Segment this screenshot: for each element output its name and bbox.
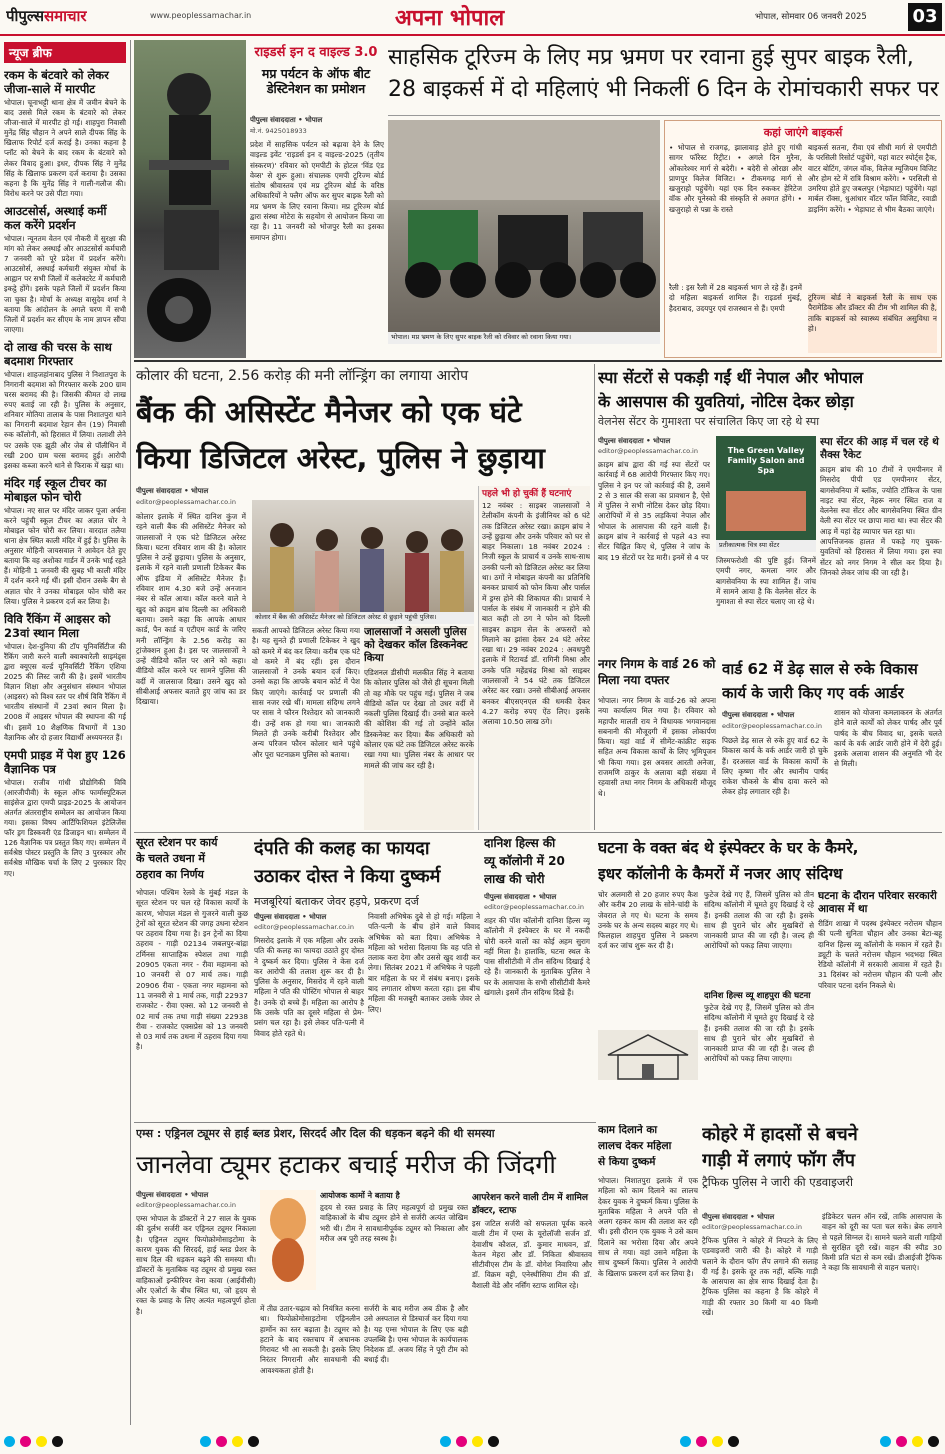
registration-mark-icon <box>928 1436 939 1447</box>
brief-text: भोपाल। न्यूनतम वेतन एवं नौकरी में सुरक्षा की मांग को लेकर अस्थाई और आउटसोर्स कर्मचारी 7 जनवरी को पूरे प्रदेश में प्रदर्शन करेंगे। आउटसोर्स, अस्थाई कर्मचारी संयुक्त मोर्चा के आह्वान पर सभी जिलों में कलेक्टरेट में कर्मचारी इकट्ठे होंगे। इसके पहले जिलों में प्रदर्शन किया जा चुका है। मोर्चा के अध्यक्ष वासुदेव शर्मा ने बताया कि आंदोलन के अगले चरण में सभी जिलों में प्रदर्शन कर सीएम के नाम ज्ञापन सौंपा जाएगा। <box>4 233 126 334</box>
registration-mark-icon <box>216 1436 227 1447</box>
bank-text-col2: सकती आपको डिजिटल अरेस्ट किया गया है। यह सुनते ही प्रणाली टिकेकर ने खुद को कमरे में बंद कर लिया। करीब एक घंटे वो कमरे में बंद रहीं। इस दौरान जालसाजों ने उनके बयान दर्ज किए। उनसे कहा कि आपके बयान कोर्ट में पेश किए जाएंगे। कार्रवाई पर प्रणाली की सास नजर रखे थीं। मामला संदिग्ध लगने पर सास ने फौरन रिश्तेदार को जानकारी दी। उन्हें शक हो गया था। जानकारी मिलते ही उनके करीबी रिश्तेदार और अन्य परिजन फौरन कोलार थाने पहुंचे और पूरा घटनाक्रम पुलिस को बताया। <box>252 626 360 759</box>
couple-text-col2: निवासी अभिषेक दुबे से हो गई। महिला ने पति-पत्नी के बीच होने वाले विवाद अभिषेक को बता दिया। अभिषेक ने महिला को भरोसा दिलाया कि वह पति से तलाक करा देगा और उससे खुद शादी कर लेगा। सितंबर 2021 में अभिषेक ने पहली बार महिला के घर में संबंध बनाए। इसके बाद लगातार शोषण करता रहा। इस बीच महिला की मजबूरी बताकर उसके जेवर ले लिए। <box>368 912 480 1014</box>
hills-byline: पीपुल्स संवाददाता • भोपाल <box>484 893 557 901</box>
previous-incidents-text: 12 नवंबर : साइबर जालसाजों ने टेलीकॉम कंपनी के इंजीनियर को 6 घंटे तक डिजिटल अरेस्ट रखा। क्राइम ब्रांच ने उन्हें छुड़ाया और उनके परिवार को घर से बाहर निकाला। 18 नवंबर 2024 : निजी स्कूल के प्राचार्य व उनके साथ-साथ उनकी पत्नी को डिजिटल अरेस्ट कर लिया था। ठगों ने मोबाइल कंपनी का प्रतिनिधि बनकर प्राचार्य को फोन किया और पार्सल में ड्रग्स होने की शिकायत की। प्राचार्य ने पार्सल के संबंध में जानकारी न होने की बात कही तो ठग ने फोन को दिल्ली साइबर क्राइम सेल के अफसरों को मिलाने का झांसा देकर 24 घंटे अरेस्ट रखा था। 29 नवंबर 2024 : अवधपुरी इलाके में रिटायर्ड डॉ. रागिनी मिश्रा और उनके पति महेंद्रचंद्र मिश्रा को साइबर जालसाजों ने 54 घंटे तक डिजिटल अरेस्ट कर रखा। उनसे सीबीआई अफसर बनकर बीएसएनएल की धमकी देकर 4.27 करोड़ रुपए ऐंठ लिए। इसके अलावा 10.50 लाख ठगे। <box>482 501 590 727</box>
surat-text: भोपाल। पश्चिम रेलवे के मुंबई मंडल के सूरत स्टेशन पर चल रहे विकास कार्यों के कारण, भोपाल मंडल से गुजरने वाली कुछ ट्रेनों को सूरत स्टेशन की जगह उधना स्टेशन पर ठहराव दिया गया है। इन ट्रेनों का दिया ठहराव - गाड़ी 02134 जबलपुर-बांद्रा टर्मिनस साप्ताहिक स्पेशल तथा गाड़ी 20905 एकता नगर - रीवा महामना को 10 जनवरी से 07 मार्च तक। गाड़ी 20906 रीवा - एकता नगर महामना को 11 जनवरी से 1 मार्च तक, गाड़ी 22937 राजकोट - रीवा एक्स. को 12 जनवरी से 02 मार्च तक तथा गाड़ी संख्या 22938 रीवा - राजकोट एक्सप्रेस को 13 जनवरी से 03 मार्च तक उधना में ठहराव दिया गया है। <box>136 888 248 1052</box>
section-divider <box>134 360 942 362</box>
page-number: 03 <box>908 3 942 31</box>
registration-mark-icon <box>52 1436 63 1447</box>
ward62-byline: पीपुल्स संवाददाता • भोपाल <box>722 711 795 719</box>
surat-headline-3: ठहराव का निर्णय <box>136 868 204 881</box>
riders-headline-2: 28 बाइकर्स में दो महिलाएं भी निकलीं 6 दिन के रोमांचकारी सफर पर <box>388 77 939 102</box>
police-group-illustration <box>252 500 474 612</box>
brief-text: भोपाल। चूनाभट्टी थाना क्षेत्र में जमीन बेचने के बाद उससे मिले रकम के बंटवारे को लेकर जीजा-साले में मारपीट हो गई। शाहपुरा निवासी मुनेंद्र सिंह चौहान ने अपने साले दीपक सिंह के खिलाफ रिपोर्ट दर्ज कराई है। उनका कहना है प्लॉट को बेचने के बाद रकम के बंटवारे को लेकर विवाद हुआ। इधर, दीपक सिंह ने मुनेंद्र सिंह के खिलाफ प्रकरण दर्ज कराया है। उसका कहना है कि मुनेंद्र सिंह ने गाली-गलौज की। विरोध करने पर उसे पीटा गया। <box>4 98 126 198</box>
registration-mark-icon <box>20 1436 31 1447</box>
fog-email[interactable]: editor@peoplessamachar.co.in <box>702 1223 802 1231</box>
tumor-kicker: एम्स : एड्रिनल ट्यूमर से हाई ब्लड प्रेशर, सिरदर्द और दिल की धड़कन बढ़ने की थी समस्या <box>136 1127 495 1140</box>
tumor-byline: पीपुल्स संवाददाता • भोपाल <box>136 1191 209 1199</box>
surat-headline-2: के चलते उधना में <box>136 852 205 865</box>
brand-right: समाचार <box>44 7 87 25</box>
cctv-subsection <box>704 990 814 1118</box>
registration-mark-icon <box>712 1436 723 1447</box>
brief-item <box>4 204 126 335</box>
fog-byline: पीपुल्स संवाददाता • भोपाल <box>702 1213 775 1221</box>
tumor-text-col3: में तीव्र उतार-चढ़ाव को नियंत्रित करना था। फियोक्रोमोसाइटोमा एड्रिनलीन हार्मोन का स्तर बढ़ाता है। ट्यूमर को हटाने के बाद रक्तचाप में अचानक गिरावट भी आ सकती है। इसके लिए निरंतर निगरानी और सावधानी की आवश्यकता होती है। <box>260 1304 360 1375</box>
biker-illustration <box>134 40 246 358</box>
surat-headline: सूरत स्टेशन पर कार्य <box>136 836 218 849</box>
bikers-route-part-b: बाइकर्स सतना, रीवा एवं सीधी मार्ग से एमपीटी के परसिली रिसोर्ट पहुंचेंगे, यहां वाटर स्पोर्ट्स ट्रैक, वाटर बोटिंग, जंगल वॉक, विलेज म्यूजियम विजिट और होम स्टे में रात्रि विश्राम करेंगे। • परसिली से उमरिया होते हुए जबलपुर (भेड़ाघाट) पहुंचेंगे। यहां मार्बल रॉक्स, धुआंधार वॉटर फॉल विजिट, रवाडी डाइनिंग करेंगे। • भेड़ाघाट से भीम बैठका जाएंगे। <box>807 143 937 214</box>
bank-email[interactable]: editor@peoplessamachar.co.in <box>136 498 236 506</box>
bank-byline: पीपुल्स संवाददाता • भोपाल <box>136 487 209 495</box>
registration-mark-icon <box>232 1436 243 1447</box>
hills-headline-3: लाख की चोरी <box>484 872 545 886</box>
ward26-headline: नगर निगम के वार्ड 26 को मिला नया दफ्तर <box>598 657 716 687</box>
cctv-sub-title: दानिश हिल्स व्यू शाहपुरा की घटना <box>704 991 811 1001</box>
bike-rally-photo <box>388 120 660 332</box>
riders-byline: पीपुल्स संवाददाता • भोपाल <box>250 116 323 124</box>
masthead <box>0 0 945 36</box>
tumor-team-text: इस जटिल सर्जरी को सफलता पूर्वक करने वाली टीम में एम्स के यूरोलॉजी सर्जन डॉ. देवाशीष कौशल, डॉ. कुमार माधवन, डॉ. केतन मेहरा और डॉ. निकिता श्रीवास्तव सीटीवीएस टीम के डॉ. योगेश निवारिया और डॉ. विक्रम वट्टी, एनेस्थीसिया टीम की डॉ. वैशाली वेंडे और नर्सिंग स्टाफ शामिल रहे। <box>472 1219 592 1290</box>
registration-mark-icon <box>896 1436 907 1447</box>
previous-incidents-box <box>478 486 590 830</box>
tumor-mid-box <box>320 1190 468 1300</box>
registration-mark-icon <box>680 1436 691 1447</box>
registration-mark-icon <box>488 1436 499 1447</box>
bank-police-photo <box>252 500 474 612</box>
bike-rally-illustration <box>388 120 660 332</box>
brief-text: भोपाल। राजीव गांधी प्रौद्योगिकी विवि (आरजीपीवी) के स्कूल ऑफ फार्मास्यूटिकल साइंसेज द्वारा एमपी प्राइड-2025 के आयोजन अंतर्गत अंतरराष्ट्रीय सम्मेलन का आयोजन किया गया। इसका विषय आर्टिफिशियल इंटेलिजेंस फॉर ड्रग डिस्कवरी एंड डिजाइन था। सम्मेलन में 126 वैज्ञानिक पत्र प्रस्तुत किए गए। सम्मेलन में सर्वश्रेष्ठ पोस्टर प्रस्तुति के लिए 3 पुरस्कार और सर्वश्रेष्ठ मौखिक चर्चा के लिए 2 पुरस्कार दिए गए। <box>4 777 126 878</box>
biker-photo <box>134 40 246 358</box>
riders-text: प्रदेश में साहसिक पर्यटन को बढ़ावा देने के लिए वाइल्ड इवेंट 'राइडर्स इन द वाइल्ड-2025 (तृतीय संस्करण)' रविवार को एमपीटी के होटल 'विंड एंड वेव्स' से शुरू हुआ। संचालक एमपी टूरिज्म बोर्ड संतोष श्रीवास्तव एवं मप्र टूरिज्म बोर्ड के वरिष्ठ अधिकारियों ने फ्लैग ऑफ कर सुपर बाइक रैली को मप्र भ्रमण के लिए रवाना किया। मप्र टूरिज्म बोर्ड द्वारा संस्था मोटेरा के सहयोग से आयोजन किया जा रहा है। 11 जनवरी को भोजपुर रैली का इसका समापन होगा। <box>250 140 384 242</box>
brief-headline: आउटसोर्स, अस्थाई कर्मी कल करेंगे प्रदर्शन <box>4 203 107 232</box>
hills-headline: दानिश हिल्स की <box>484 836 556 850</box>
brief-item <box>4 476 126 607</box>
registration-mark-icon <box>728 1436 739 1447</box>
brief-item <box>4 340 126 471</box>
house-drawing <box>598 1030 698 1080</box>
brief-text: भोपाल। नए साल पर मंदिर जाकर पूजा अर्चना करने पहुंची स्कूल टीचर का अज्ञात चोर ने मोबाइल फोन चोरी कर लिया। वारदात तलैया थाना क्षेत्र स्थित काली मंदिर में हुई है। पुलिस के अनुसार मोहिनी जायसवाल ने आवेदन देते हुए बताया कि वह अशोका गार्डन में उनके भाई रहते हैं। मोहिनी 1 जनवरी की सुबह भी काली मंदिर में दर्शन करने गई थीं। इसी दौरान उसके बैग से अज्ञात चोर ने उनका मोबाइल फोन चोरी कर लिया। पुलिस ने प्रकरण दर्ज कर लिया है। <box>4 505 126 606</box>
registration-mark-icon <box>36 1436 47 1447</box>
registration-mark-icon <box>440 1436 451 1447</box>
kidney-icon <box>260 1190 316 1290</box>
riders-subheadline: मप्र पर्यटन के ऑफ बीट डेस्टिनेशन का प्रमोशन <box>261 66 371 97</box>
tumor-text-col1: एम्स भोपाल के डॉक्टरों ने 27 साल के युवक की दुर्लभ सर्जरी कर एड्रिनल ट्यूमर निकाला है। एड्रिनल ट्यूमर फियोक्रोमोसाइटोमा के कारण युवक की सिरदर्द, हाई ब्लड प्रेशर के साथ दिल की धड़कन बढ़ने की समस्या थी। डॉक्टरों के मुताबिक यह ट्यूमर दो प्रमुख रक्त वाहिकाओं इन्फीरियर वेना कावा (आईवीसी) और एओर्टा के बीच स्थित था, जो हृदय से रक्त के प्रवाह के लिए अत्यंत महत्वपूर्ण होता है। <box>136 1214 256 1316</box>
spa-email[interactable]: editor@peoplessamachar.co.in <box>598 447 698 455</box>
bank-side-box <box>364 626 474 830</box>
bank-side-text: एडिशनल डीसीपी मलकीत सिंह ने बताया कि कोलार पुलिस को जैसे ही सूचना मिली तो वह मौके पर पहुंच गई। पुलिस ने जब वीडियो कॉल पर देखा तो उधर वर्दी में नकली पुलिस दिखाई दी। उनसे बात करने की कोशिश की गई तो उन्होंने कॉल डिस्कनेक्ट कर दिया। बैंक अधिकारी को कोलार एक घंटे तक डिजिटल अरेस्ट करके रखा गया था। पुलिस नंबर के आधार पर मामले की जांच कर रही है। <box>364 668 474 770</box>
couple-byline: पीपुल्स संवाददाता • भोपाल <box>254 913 327 921</box>
spa-side-title: स्पा सेंटर की आड़ में चल रहे थे सैक्स रैकेट <box>820 436 939 461</box>
spa-photo <box>716 436 816 540</box>
cctv-text: फुटेज देखे गए हैं, जिसमें पुलिस को तीन संदिग्ध कॉलोनी में घूमते हुए दिखाई दे रहे हैं। इनकी तलाश की जा रही है। इसके साथ ही पुराने चोर और मुखबिरों से जानकारी प्राप्त की जा रही है। जल्द ही आरोपियों को पकड़ लिया जाएगा। <box>704 890 814 951</box>
brief-item <box>4 68 126 199</box>
section-divider <box>134 832 942 833</box>
bank-headline-2: किया डिजिटल अरेस्ट, पुलिस ने छुड़ाया <box>136 441 545 475</box>
section-title: अपना भोपाल <box>395 5 505 31</box>
news-brief-title: न्यूज ब्रीफ <box>4 42 126 63</box>
registration-mark-icon <box>696 1436 707 1447</box>
ward62-text-col2: शासन को योजना कमलाकरन के अंतर्गत होने वाले कार्यों को लेकर पार्षद और पूर्व पार्षद के बीच विवाद था, इसके चलते कार्य के वर्क आर्डर जारी होने में देरी हुई। इसके अलावा शासन की अनुमति भी देर से मिली। <box>834 708 942 769</box>
spa-photo-caption: प्रतीकात्मक चित्र स्पा सेंटर <box>716 540 816 552</box>
couple-email[interactable]: editor@peoplessamachar.co.in <box>254 923 354 931</box>
bank-kicker: कोलार की घटना, 2.56 करोड़ की मनी लॉन्ड्रिंग का लगाया आरोप <box>136 368 469 384</box>
brief-headline: मंदिर गई स्कूल टीचर का मोबाइल फोन चोरी <box>4 475 107 504</box>
tumor-mid-title: आयोजक कामों ने बताया है <box>320 1191 400 1200</box>
ward62-headline-2: कार्य के जारी किए गए वर्क आर्डर <box>722 684 904 702</box>
riders-headline-box <box>388 42 940 116</box>
job-headline: काम दिलाने का <box>598 1124 658 1136</box>
cctv-side-text: रीडिंग शाखा में पदस्थ इंस्पेक्टर नरोत्तम चौहान की पत्नी सुनिता चौहान और उनका बेटा-बहू दानिश हिल्स व्यू कॉलोनी के मकान में रहते हैं। ड्यूटी के चलते नरोत्तम चौहान भदभदा स्थित रेडियो कॉलोनी में सरकारी आवास में रहते हैं। 31 दिसंबर को नरोत्तम चौहान की पत्नी और परिवार पटना दर्शन निकले थे। <box>818 919 942 990</box>
cctv-side-box <box>818 890 942 1118</box>
fog-headline: कोहरे में हादसों से बचने <box>702 1124 858 1145</box>
tumor-email[interactable]: editor@peoplessamachar.co.in <box>136 1201 236 1209</box>
cctv-illustration <box>598 1030 698 1080</box>
brief-headline: एमपी प्राइड में पेश हुए 126 वैज्ञानिक पत्र <box>4 747 126 776</box>
kidney-illustration <box>260 1190 316 1290</box>
spa-headline-2: के आसपास की युवतियां, नोटिस देकर छोड़ा <box>598 392 854 411</box>
cctv-headline: घटना के वक्त बंद थे इंस्पेक्टर के घर के कैमरे, <box>598 839 859 857</box>
tumor-team-box <box>472 1190 592 1420</box>
bank-headline: बैंक की असिस्टेंट मैनेजर को एक घंटे <box>136 395 522 429</box>
tumor-headline: जानलेवा ट्यूमर हटाकर बचाई मरीज की जिंदगी <box>136 1150 556 1179</box>
spa-side-text: क्राइम ब्रांच की 10 टीमों ने एमपीनगर में मिसरोद पीपी एड एमपीनगर सेंटर, बागसेवनिया में ब्लॉक, ज्योति टॉकिज के पास नाइट स्पा सेंटर, नेहरू नगर स्थित राज व वेलनेस स्पा सेंटर और बागसेवनिया स्थित ग्रीन वेली स्पा सेंटर पर छापा मारा था। स्पा सेंटर की आड़ में यहां देह व्यापार चल रहा था। <box>820 465 942 536</box>
ward62-headline: वार्ड 62 में डेढ़ साल से रुके विकास <box>722 660 918 678</box>
fog-text-col2: इंडिकेटर चलन ऑन रखें, ताकि आसपास के वाहन को दूरी का पता चल सके। ब्रेक लगाने से पहले सिग्नल दें। सामने चलने वाली गाड़ियों से सुरक्षित दूरी रखें। वाहन की स्पीड 30 किमी प्रति घंटा से कम रखें। डीआईजी ट्रैफिक ने कहा कि सावधानी से वाहन चलाएं। <box>822 1212 942 1273</box>
bikers-route-part-c: रैली : इस रैली में 28 बाइकर्स भाग ले रहे हैं। इनमें दो महिला बाइकर्स शामिल हैं। राइडर्स मुंबई, हैदराबाद, उदयपुर एवं राजस्थान से हैं। एमपी <box>669 283 802 313</box>
brief-item <box>4 748 126 879</box>
spa-byline: पीपुल्स संवाददाता • भोपाल <box>598 437 671 445</box>
brief-item <box>4 612 126 743</box>
riders-label: राइडर्स इन द वाइल्ड 3.0 <box>254 45 378 60</box>
hills-email[interactable]: editor@peoplessamachar.co.in <box>484 903 584 911</box>
spa-text-cont: जिस्मफरोशी की पुष्टि हुई। जिनमें एमपी नगर, कमला नगर और बागसेवनिया के स्पा शामिल हैं। जांच में सामने आया है कि वेलनेस सेंटर के गुमाश्ता से स्पा सेंटर चलाए जा रहे थे। <box>716 556 816 607</box>
hills-headline-2: व्यू कॉलोनी में 20 <box>484 854 565 868</box>
fog-text-col1: ट्रैफिक पुलिस ने कोहरे में निपटने के लिए एडवाइजरी जारी की है। कोहरे में गाड़ी चलाने के दौरान फॉग लैंप लगाने की सलाह दी गई है। इसके दूर तक नहीं, बल्कि गाड़ी के आसपास का क्षेत्र साफ दिखाई देता है। ट्रैफिक पुलिस का कहना है कि कोहरे में गाड़ी की रफ्तार 30 किमी या 40 किमी रखें। <box>702 1236 818 1318</box>
ward62-text-col1: पिछले डेढ़ साल से रुके हुए वार्ड 62 के विकास कार्य के वर्क आर्डर जारी हो चुके हैं। दरअसल वार्ड के विकास कार्यों के लिए कृष्णा गौर और स्थानीय पार्षद राकेश चौकसे के बीच दावा करने को लेकर होड़ लगातार रही है। <box>722 736 828 797</box>
job-headline-2: लालच देकर महिला <box>598 1140 672 1152</box>
registration-mark-icon <box>4 1436 15 1447</box>
registration-mark-icon <box>912 1436 923 1447</box>
previous-incidents-title: पहले भी हो चुकीं हैं घटनाएं <box>482 489 572 499</box>
brief-text: भोपाल। देश-दुनिया की टॉप यूनिवर्सिटीज की रैंकिंग जारी करने वाली क्वाक्वारेली साइमंड्स द्वारा क्यूएस वर्ल्ड यूनिवर्सिटी रैंकिंग एशिया 2025 की लिस्ट जारी की है। इसमें भारतीय विज्ञान शिक्षा और अनुसंधान संस्थान भोपाल (आइसर) को विश्व स्तर पर शीर्ष विवि रैंकिंग में भारतीय संस्थानों में 23वां स्थान मिला है। 2008 में आइसर भोपाल की स्थापना की गई थी। इसमें 10 शैक्षणिक विभागों में 130 वैज्ञानिक और दो हजार विद्यार्थी अध्ययनरत हैं। <box>4 641 126 742</box>
brand-left: पीपुल्स <box>6 7 45 25</box>
registration-mark-icon <box>248 1436 259 1447</box>
column-divider <box>130 40 131 1425</box>
couple-text-col1: मिसरोद इलाके में एक महिला और उसके पति की कलह का फायदा उठाते हुए दोस्त ने दुष्कर्म कर दिया। पुलिस ने केस दर्ज कर आरोपी की तलाश शुरू कर दी है। पुलिस के अनुसार, मिसरोद में रहने वाली महिला ने पति की पोस्टिंग भोपाल से बाहर है। उनके दो बच्चे हैं। महिला का आरोप है कि उसके पति का दूसरे महिला से प्रेम-प्रसंग चल रहा है। इसे लेकर पति-पत्नी में विवाद होते रहते थे। <box>254 936 364 1038</box>
brief-text: भोपाल। शाहजहांनाबाद पुलिस ने निशातपुरा के निगरानी बदमाश को गिरफ्तार करके 200 ग्राम चरस बरामद की है। जिसकी कीमत दो लाख रुपए बताई जा रही है। पुलिस के अनुसार, शनिवार मोतिया तालाब के पास निशातपुरा थाने का निगरानी बदमाश रेहान सैन (19) निवासी रुक कॉलोनी, को हिरासत में लिया। तलाशी लेने पर उसके एक झूठी और जेब से पॉलीथिन में रखी 200 ग्राम चरस बरामद हुई। आरोपी इसका कब्जा करने थाने से फिराक में खड़ा था। <box>4 369 126 470</box>
cctv-extra-text: फुटेज देखे गए हैं, जिसमें पुलिस को तीन संदिग्ध कॉलोनी में घूमते हुए दिखाई दे रहे हैं। इनकी तलाश की जा रही है। इसके साथ ही पुराने चोर और मुखबिरों से जानकारी प्राप्त की जा रही है। जल्द ही आरोपियों को पकड़ लिया जाएगा। <box>704 1003 814 1064</box>
tumor-text-col4: सर्जरी के बाद मरीज अब ठीक है और उसे अस्पताल से डिस्चार्ज कर दिया गया है। यह एम्स भोपाल के लिए एक बड़ी उपलब्धि है। एम्स भोपाल के कार्यपालक निदेशक डॉ. अजय सिंह ने पूरी टीम को बधाई दी। <box>364 1304 468 1365</box>
fog-headline-2: गाड़ी में लगाएं फॉग लैंप <box>702 1150 855 1171</box>
section-divider <box>134 1122 596 1123</box>
brief-headline: दो लाख की चरस के साथ बदमाश गिरफ्तार <box>4 339 112 368</box>
job-headline-3: से किया दुष्कर्म <box>598 1156 656 1168</box>
spa-headline: स्पा सेंटरों से पकड़ी गईं थीं नेपाल और भोपाल <box>598 368 864 387</box>
fog-headline-box <box>702 1122 942 1210</box>
bank-side-title: जालसाजों ने असली पुलिस को देखकर कॉल डिस्कनेक्ट किया <box>364 626 468 664</box>
hills-text: शहर की पॉश कॉलोनी दानिश हिल्स व्यू कॉलोनी में इंस्पेक्टर के घर में नकदी चोरी करने वालों का कोई अहम सुराग नहीं मिला है। हालांकि, घटना स्थल के पास सीसीटीवी में तीन संदिग्ध दिखाई दे रहे हैं। जानकारी के मुताबिक पुलिस ने घर के आसपास के सभी सीसीटीवी कैमरे खंगाले। इसमें तीन संदिग्ध दिखे हैं। <box>484 916 590 998</box>
brief-headline: रकम के बंटवारे को लेकर जीजा-साले में मारपीट <box>4 68 109 96</box>
cctv-side-title: घटना के दौरान परिवार सरकारी आवास में था <box>818 890 937 915</box>
couple-deck: मजबूरियां बताकर जेवर हड़पे, प्रकरण दर्ज <box>254 895 419 908</box>
fog-deck: ट्रैफिक पुलिस ने जारी की एडवाइजरी <box>702 1175 853 1189</box>
ward62-email[interactable]: editor@peoplessamachar.co.in <box>722 722 822 730</box>
riders-headline: साहसिक टूरिज्म के लिए मप्र भ्रमण पर रवाना हुई सुपर बाइक रैली, <box>388 45 914 70</box>
bike-rally-caption: भोपाल। मप्र भ्रमण के लिए सुपर बाइक रैली को रविवार को रवाना किया गया। <box>388 332 660 344</box>
bikers-route-part-a: • भोपाल से राजगढ़, झालावाड़ होते हुए गांधी सागर फॉरेस्ट रिट्रीट। • अगले दिन मुरैना, ओंकारेश्वर मार्ग से बदेरी। • बदेरी से ओरछा और प्राणपुर विलेज विजिट। • टीकमगढ़ मार्ग से खजुराहो पहुंचेंगे। यहां एक दिन रुककर हेरिटेज वॉक और यूनेस्को की संस्कृति से अवगत होंगे। • खजुराहो से पन्ना के रास्ते <box>669 143 802 214</box>
print-registration-strip <box>0 1428 945 1454</box>
spa-side-text-2: आपत्तिजनक हालत में पकड़े गए युवक-युवतियों को हिरासत में लिया गया। इस स्पा सेंटर को नगर निगम ने सील कर दिया है। जिनको लेकर जांच की जा रही है। <box>820 537 942 577</box>
tumor-mid-text: हृदय से रक्त प्रवाह के लिए महत्वपूर्ण दो प्रमुख रक्त वाहिकाओं के बीच ट्यूमर होने से सर्जरी अत्यंत जोखिम भरी थी। टीम ने सावधानीपूर्वक ट्यूमर को निकाला और मरीज अब पूरी तरह स्वस्थ है। <box>320 1203 468 1243</box>
couple-headline-2: उठाकर दोस्त ने किया दुष्कर्म <box>254 866 441 887</box>
site-url[interactable]: www.peoplessamachar.in <box>150 11 252 20</box>
spa-sign: The Green Valley Family Salon and Spa <box>727 446 805 475</box>
news-brief-column <box>4 42 126 1422</box>
registration-mark-icon <box>472 1436 483 1447</box>
spa-text: क्राइम ब्रांच द्वारा की गई स्पा सेंटरों पर कार्रवाई में 68 आरोपी गिरफ्तार किए गए। पुलिस ने इन पर जो कार्रवाई की है, उसमें 2 से 3 साल की सजा का प्रावधान है, ऐसे में पुलिस ने सभी नोटिस देकर छोड़ दिया। आरोपियों में से 35 लड़कियां नेपाल और भोपाल के आसपास की रहने वाली हैं। क्राइम ब्रांच ने कार्रवाई से पहले 43 स्पा सेंटर चिह्नित किए थे, पुलिस ने जांच के बाद 19 सेंटरों पर रेड मारी। इनमें से 4 पर <box>598 460 710 562</box>
couple-headline: दंपति की कलह का फायदा <box>254 838 430 859</box>
cctv-headline-2: इधर कॉलोनी के कैमरों में नजर आए संदिग्ध <box>598 865 843 883</box>
registration-mark-icon <box>880 1436 891 1447</box>
bank-photo-caption: कोलार में बैंक की असिस्टेंट मैनेजर को डिजिटल अरेस्ट से छुड़ाने पहुंची पुलिस। <box>252 612 474 624</box>
dateline: भोपाल, सोमवार 06 जनवरी 2025 <box>755 12 867 22</box>
tumor-team-title: आपरेशन करने वाली टीम में शामिल डॉक्टर, स्टाफ <box>472 1193 589 1216</box>
bikers-route-box <box>664 120 942 358</box>
bikers-route-title: कहां जाएंगे बाइकर्स <box>763 126 843 139</box>
spa-deck: वेलनेस सेंटर के गुमाश्ता पर संचालित किए जा रहे थे स्पा <box>598 415 820 428</box>
bikers-route-part-d: टूरिज्म बोर्ड ने बाइकर्स रैली के साथ एक पैरामेडिक और डॉक्टर की टीम भी शामिल की है, ताकि बाइकर्स को स्वास्थ्य संबंधित असुविधा न हो। <box>808 293 937 353</box>
riders-phone: मो.नं. 9425018933 <box>250 127 307 135</box>
ward26-text: भोपाल। नगर निगम के वार्ड-26 को अपना नया कार्यालय मिल गया है। रविवार को महापौर मालती राय ने विधायक भगवानदास सबनानी की मौजूदगी में इसका लोकार्पण किया। यहां वार्ड में सीमेंट-कांक्रीट सड़क सहित अन्य विकास कार्यों के लिए भूमिपूजन भी किया गया। इस अवसर आरती अनेजा, राजमणि ठाकुर के अलावा बड़ी संख्या में रहवासी तथा नगर निगम के अधिकारी मौजूद थे। <box>598 696 716 798</box>
column-divider <box>594 364 595 830</box>
registration-mark-icon <box>456 1436 467 1447</box>
brand-name <box>6 6 166 28</box>
cctv-sub-text: चोर अलमारी से 20 हजार रुपए कैश और करीब 20 लाख के सोने-चांदी के जेवरात ले गए थे। घटना के समय उनके घर के अन्य सदस्य बाहर गए थे। फिलहाल शाहपुरा पुलिस ने प्रकरण दर्ज कर जांच शुरू कर दी है। <box>598 890 698 951</box>
bank-text-col1: कोलार इलाके में स्थित दानिश कुंज में रहने वाली बैंक की असिस्टेंट मैनेजर को जालसाजों ने एक घंटे डिजिटल अरेस्ट किया। घटना रविवार शाम की है। कोलार पुलिस ने उन्हें छुड़ाया। पुलिस के अनुसार, इलाके में रहने वाली प्रणाली टिकेकर बैंक ऑफ इंडिया में असिस्टेंट मैनेजर हैं। रविवार शाम 4.30 बजे उन्हें अनजान नंबर से कॉल आया। कॉल करने वाले ने खुद को क्राइम ब्रांच दिल्ली का अधिकारी बताया। उसने कहा कि आपके आधार कार्ड, पैन कार्ड व एटीएम कार्ड के जरिए मनी लॉन्ड्रिंग के 2.56 करोड़ का ट्रांजेक्शन हुआ है। इस पर जालसाजों ने उन्हें वीडियो कॉल पर आने को कहा। वीडियो कॉल करने पर सामने पुलिस की वर्दी में जालसाज दिखा। उसने खुद को सीबीआई अफसर बताते हुए जांच का डर दिखाया। <box>136 512 246 707</box>
registration-mark-icon <box>200 1436 211 1447</box>
brief-headline: विवि रैंकिंग में आइसर को 23वां स्थान मिला <box>4 611 111 640</box>
job-text: भोपाल। निशातपुरा इलाके में एक महिला को काम दिलाने का लालच देकर युवक ने दुष्कर्म किया। पुलिस के मुताबिक महिला ने अपने पति से अलग रहकर काम की तलाश कर रही थी। इसी दौरान एक युवक ने उसे काम दिलाने का भरोसा दिया और अपने साथ ले गया। वहां उसने महिला के साथ दुष्कर्म किया। पुलिस ने आरोपी के खिलाफ प्रकरण दर्ज कर लिया है। <box>598 1176 698 1278</box>
spa-side-box <box>820 436 942 652</box>
